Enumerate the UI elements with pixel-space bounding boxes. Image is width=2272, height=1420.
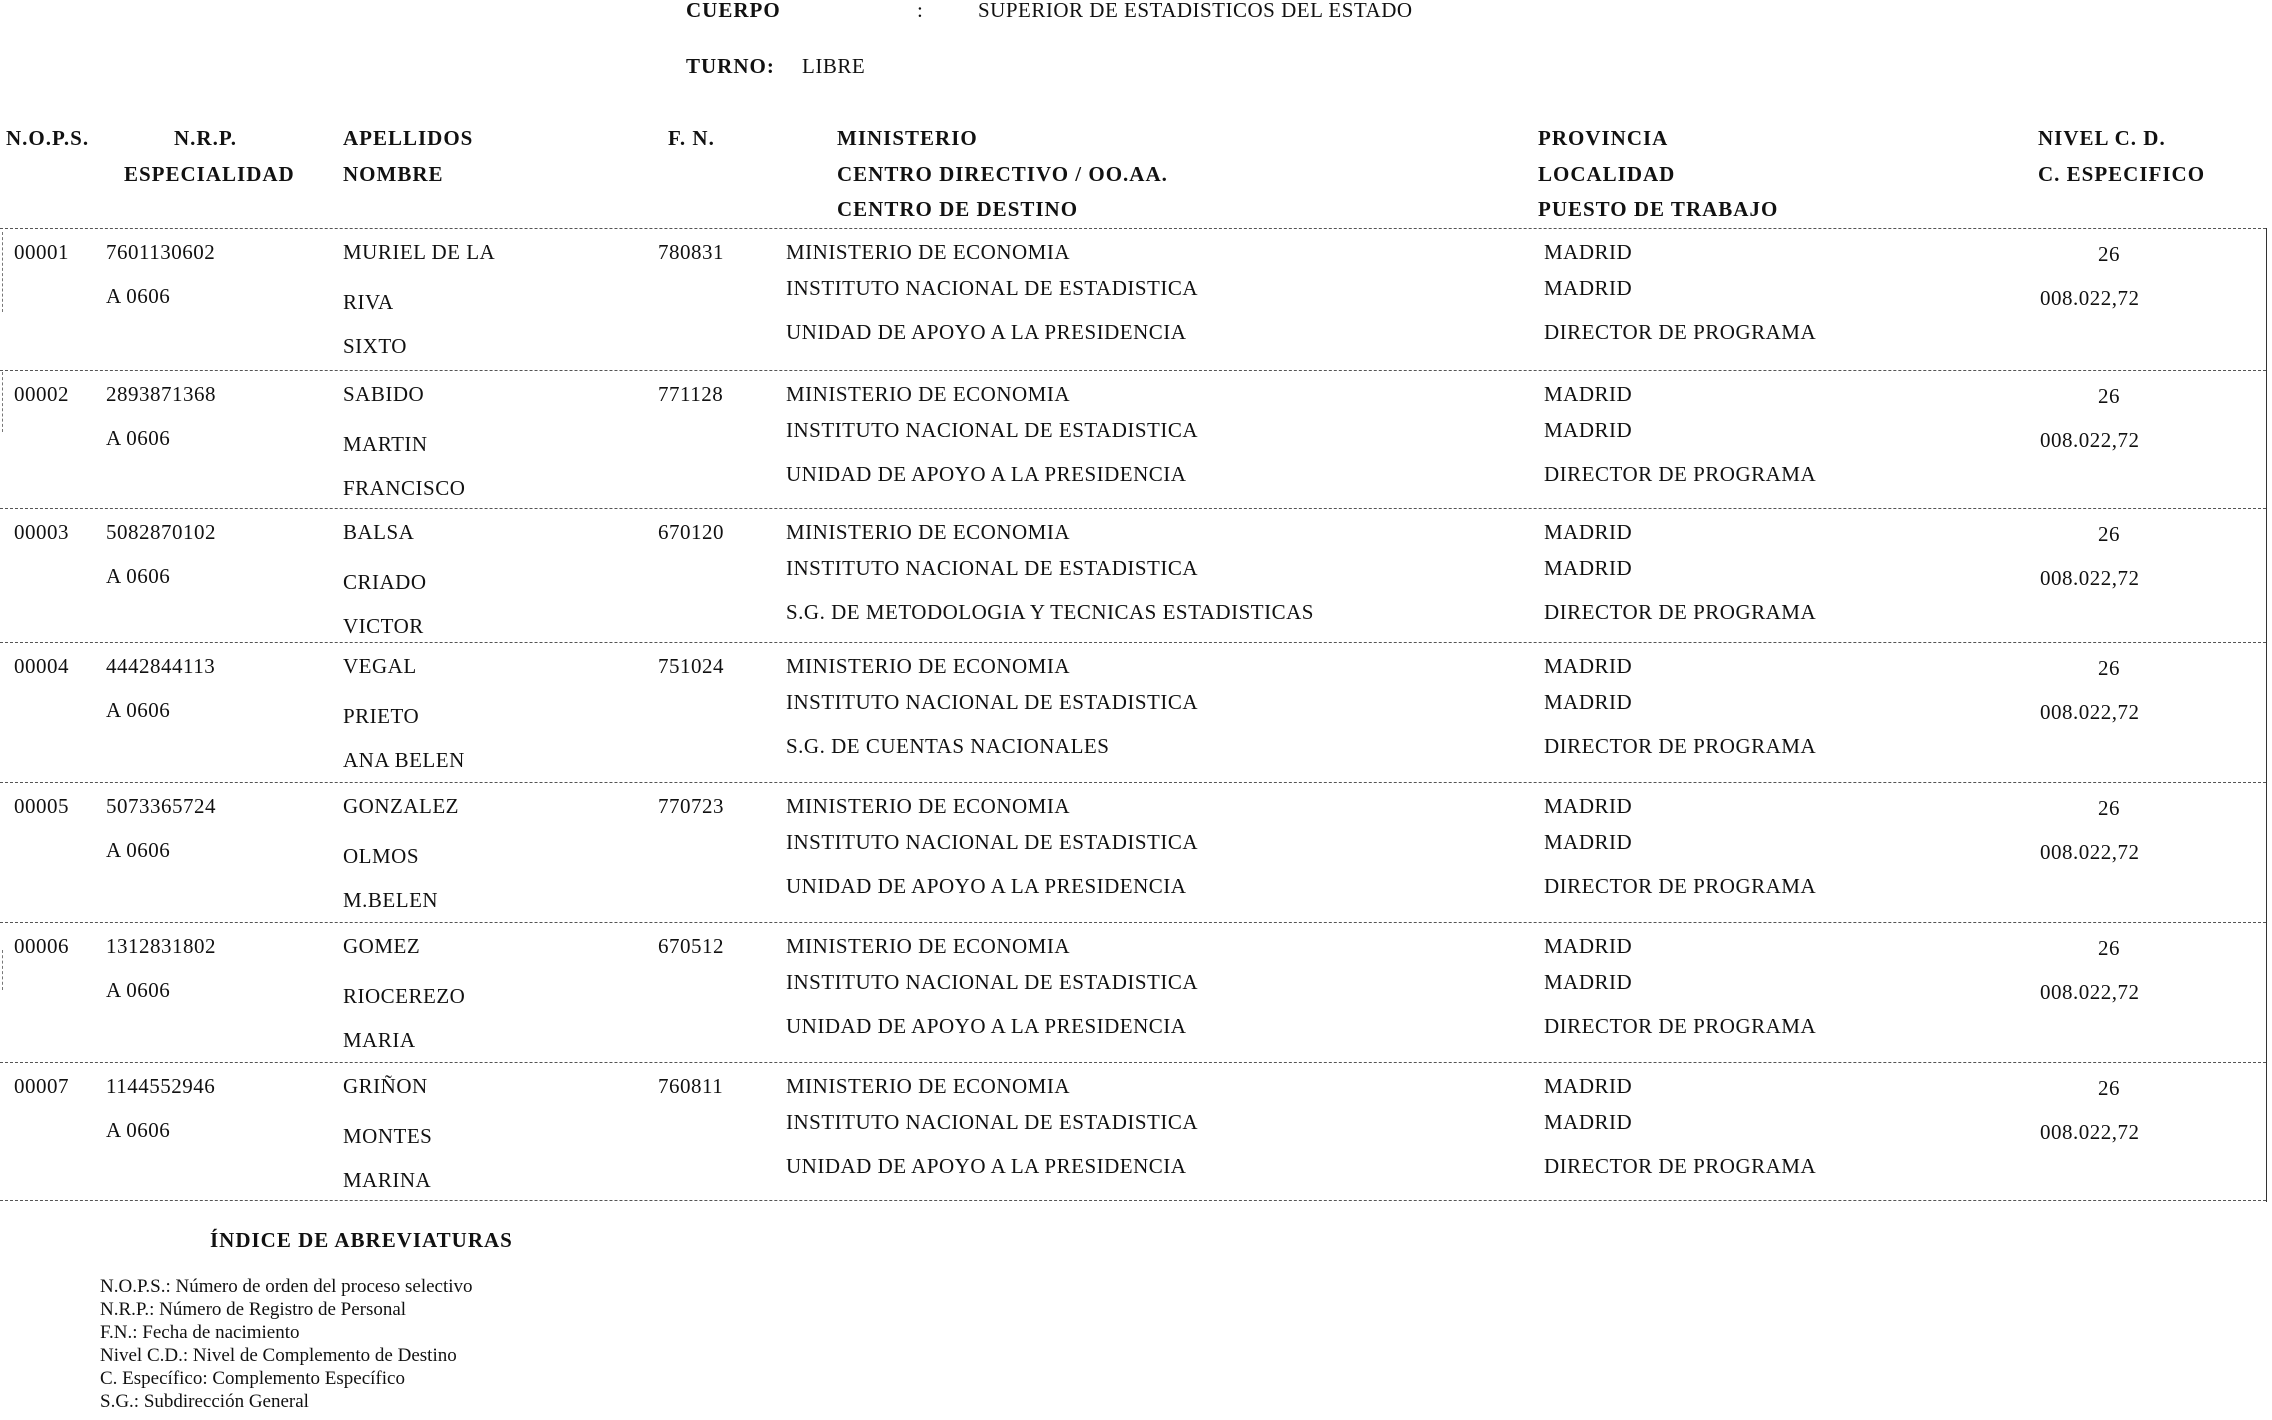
index-item: N.O.P.S.: Número de orden del proceso selectivo bbox=[100, 1276, 473, 1297]
cell-nivel: 26 bbox=[2098, 1076, 2120, 1100]
cell-fn: 751024 bbox=[658, 654, 724, 678]
col-nrp: N.R.P. bbox=[174, 126, 237, 150]
cell-nops: 00006 bbox=[14, 934, 69, 958]
index-item: S.G.: Subdirección General bbox=[100, 1391, 309, 1412]
cell-cd: INSTITUTO NACIONAL DE ESTADISTICA bbox=[786, 556, 1199, 580]
cell-nivel: 26 bbox=[2098, 656, 2120, 680]
cell-dest: UNIDAD DE APOYO A LA PRESIDENCIA bbox=[786, 1154, 1187, 1178]
cell-prov: MADRID bbox=[1544, 240, 1633, 264]
col-puesto: PUESTO DE TRABAJO bbox=[1538, 197, 1779, 221]
table-bottom-separator bbox=[0, 1200, 2266, 1201]
cell-nombre: VICTOR bbox=[343, 614, 424, 638]
cell-nivel: 26 bbox=[2098, 796, 2120, 820]
cuerpo-colon: : bbox=[917, 0, 924, 22]
cell-ce: 008.022,72 bbox=[2040, 1120, 2140, 1144]
table-left-mark bbox=[2, 372, 3, 432]
cell-esp: A 0606 bbox=[106, 426, 171, 450]
cell-nombre: ANA BELEN bbox=[343, 748, 465, 772]
cell-ce: 008.022,72 bbox=[2040, 840, 2140, 864]
col-especialidad: ESPECIALIDAD bbox=[124, 162, 295, 186]
col-nivel: NIVEL C. D. bbox=[2038, 126, 2166, 150]
cell-nombre: SIXTO bbox=[343, 334, 407, 358]
cell-cd: INSTITUTO NACIONAL DE ESTADISTICA bbox=[786, 830, 1199, 854]
cell-dest: UNIDAD DE APOYO A LA PRESIDENCIA bbox=[786, 462, 1187, 486]
cell-ap2: MONTES bbox=[343, 1124, 433, 1148]
cell-puesto: DIRECTOR DE PROGRAMA bbox=[1544, 462, 1817, 486]
col-nops: N.O.P.S. bbox=[6, 126, 90, 150]
col-fn: F. N. bbox=[668, 126, 715, 150]
cell-nops: 00005 bbox=[14, 794, 69, 818]
cell-dest: UNIDAD DE APOYO A LA PRESIDENCIA bbox=[786, 1014, 1187, 1038]
cell-nops: 00003 bbox=[14, 520, 69, 544]
cell-ap1: MURIEL DE LA bbox=[343, 240, 496, 264]
cell-esp: A 0606 bbox=[106, 1118, 171, 1142]
cell-nivel: 26 bbox=[2098, 242, 2120, 266]
cell-ap1: GONZALEZ bbox=[343, 794, 459, 818]
cell-esp: A 0606 bbox=[106, 978, 171, 1002]
col-ministerio: MINISTERIO bbox=[837, 126, 978, 150]
col-centro-directivo: CENTRO DIRECTIVO / OO.AA. bbox=[837, 162, 1168, 186]
cell-ce: 008.022,72 bbox=[2040, 428, 2140, 452]
cell-fn: 670512 bbox=[658, 934, 724, 958]
row-separator bbox=[0, 370, 2266, 371]
col-provincia: PROVINCIA bbox=[1538, 126, 1669, 150]
cell-nops: 00007 bbox=[14, 1074, 69, 1098]
cell-nrp: 4442844113 bbox=[106, 654, 216, 678]
index-item: F.N.: Fecha de nacimiento bbox=[100, 1322, 300, 1343]
cell-esp: A 0606 bbox=[106, 838, 171, 862]
cell-nivel: 26 bbox=[2098, 384, 2120, 408]
cell-prov: MADRID bbox=[1544, 382, 1633, 406]
cell-dest: UNIDAD DE APOYO A LA PRESIDENCIA bbox=[786, 874, 1187, 898]
cell-ap2: MARTIN bbox=[343, 432, 428, 456]
cell-puesto: DIRECTOR DE PROGRAMA bbox=[1544, 734, 1817, 758]
cell-ce: 008.022,72 bbox=[2040, 980, 2140, 1004]
cell-loc: MADRID bbox=[1544, 690, 1633, 714]
row-separator bbox=[0, 642, 2266, 643]
cell-ap1: GRIÑON bbox=[343, 1074, 428, 1098]
cell-nivel: 26 bbox=[2098, 936, 2120, 960]
cell-puesto: DIRECTOR DE PROGRAMA bbox=[1544, 874, 1817, 898]
table-right-border bbox=[2266, 228, 2267, 1202]
cell-puesto: DIRECTOR DE PROGRAMA bbox=[1544, 320, 1817, 344]
cell-cd: INSTITUTO NACIONAL DE ESTADISTICA bbox=[786, 970, 1199, 994]
cell-ap1: BALSA bbox=[343, 520, 415, 544]
cell-ce: 008.022,72 bbox=[2040, 286, 2140, 310]
cell-nrp: 1144552946 bbox=[106, 1074, 216, 1098]
cell-nombre: M.BELEN bbox=[343, 888, 439, 912]
cell-loc: MADRID bbox=[1544, 276, 1633, 300]
cell-nivel: 26 bbox=[2098, 522, 2120, 546]
cell-ap1: GOMEZ bbox=[343, 934, 421, 958]
cell-nrp: 5073365724 bbox=[106, 794, 216, 818]
cell-nrp: 2893871368 bbox=[106, 382, 216, 406]
cell-fn: 771128 bbox=[658, 382, 724, 406]
cell-ce: 008.022,72 bbox=[2040, 700, 2140, 724]
row-separator bbox=[0, 228, 2266, 229]
cell-ap2: RIVA bbox=[343, 290, 394, 314]
col-centro-destino: CENTRO DE DESTINO bbox=[837, 197, 1079, 221]
cell-nrp: 1312831802 bbox=[106, 934, 216, 958]
cell-nombre: FRANCISCO bbox=[343, 476, 466, 500]
row-separator bbox=[0, 508, 2266, 509]
cell-loc: MADRID bbox=[1544, 970, 1633, 994]
cell-loc: MADRID bbox=[1544, 830, 1633, 854]
row-separator bbox=[0, 782, 2266, 783]
cell-cd: INSTITUTO NACIONAL DE ESTADISTICA bbox=[786, 418, 1199, 442]
cell-puesto: DIRECTOR DE PROGRAMA bbox=[1544, 600, 1817, 624]
cell-ap1: SABIDO bbox=[343, 382, 425, 406]
row-separator bbox=[0, 1062, 2266, 1063]
cell-ap2: OLMOS bbox=[343, 844, 420, 868]
cell-dest: S.G. DE METODOLOGIA Y TECNICAS ESTADISTICAS bbox=[786, 600, 1314, 624]
cell-dest: UNIDAD DE APOYO A LA PRESIDENCIA bbox=[786, 320, 1187, 344]
turno-label: TURNO: bbox=[686, 54, 775, 78]
cell-ap2: CRIADO bbox=[343, 570, 427, 594]
cell-ap2: PRIETO bbox=[343, 704, 420, 728]
cell-esp: A 0606 bbox=[106, 564, 171, 588]
cell-ce: 008.022,72 bbox=[2040, 566, 2140, 590]
cell-nops: 00002 bbox=[14, 382, 69, 406]
cell-nops: 00004 bbox=[14, 654, 69, 678]
cell-loc: MADRID bbox=[1544, 556, 1633, 580]
cell-min: MINISTERIO DE ECONOMIA bbox=[786, 520, 1070, 544]
cell-loc: MADRID bbox=[1544, 1110, 1633, 1134]
cell-fn: 780831 bbox=[658, 240, 724, 264]
index-item: N.R.P.: Número de Registro de Personal bbox=[100, 1299, 407, 1320]
cell-fn: 760811 bbox=[658, 1074, 724, 1098]
cell-puesto: DIRECTOR DE PROGRAMA bbox=[1544, 1154, 1817, 1178]
col-nombre: NOMBRE bbox=[343, 162, 444, 186]
turno-value: LIBRE bbox=[802, 54, 866, 78]
cell-min: MINISTERIO DE ECONOMIA bbox=[786, 654, 1070, 678]
index-item: Nivel C.D.: Nivel de Complemento de Destino bbox=[100, 1345, 457, 1366]
cell-min: MINISTERIO DE ECONOMIA bbox=[786, 1074, 1070, 1098]
cell-min: MINISTERIO DE ECONOMIA bbox=[786, 934, 1070, 958]
table-left-mark bbox=[2, 950, 3, 990]
table-left-mark bbox=[2, 232, 3, 312]
cell-esp: A 0606 bbox=[106, 284, 171, 308]
index-item: C. Específico: Complemento Específico bbox=[100, 1368, 405, 1389]
cell-esp: A 0606 bbox=[106, 698, 171, 722]
cell-cd: INSTITUTO NACIONAL DE ESTADISTICA bbox=[786, 1110, 1199, 1134]
cell-prov: MADRID bbox=[1544, 654, 1633, 678]
cell-nops: 00001 bbox=[14, 240, 69, 264]
cell-nombre: MARIA bbox=[343, 1028, 416, 1052]
cell-cd: INSTITUTO NACIONAL DE ESTADISTICA bbox=[786, 690, 1199, 714]
cell-loc: MADRID bbox=[1544, 418, 1633, 442]
cell-puesto: DIRECTOR DE PROGRAMA bbox=[1544, 1014, 1817, 1038]
cell-min: MINISTERIO DE ECONOMIA bbox=[786, 794, 1070, 818]
cell-cd: INSTITUTO NACIONAL DE ESTADISTICA bbox=[786, 276, 1199, 300]
cell-ap2: RIOCEREZO bbox=[343, 984, 466, 1008]
cell-ap1: VEGAL bbox=[343, 654, 417, 678]
cell-min: MINISTERIO DE ECONOMIA bbox=[786, 382, 1070, 406]
cell-fn: 770723 bbox=[658, 794, 724, 818]
cuerpo-label: CUERPO bbox=[686, 0, 781, 22]
cell-nrp: 5082870102 bbox=[106, 520, 216, 544]
cell-prov: MADRID bbox=[1544, 934, 1633, 958]
cell-prov: MADRID bbox=[1544, 1074, 1633, 1098]
col-apellidos: APELLIDOS bbox=[343, 126, 474, 150]
cell-nrp: 7601130602 bbox=[106, 240, 216, 264]
cell-nombre: MARINA bbox=[343, 1168, 432, 1192]
index-title: ÍNDICE DE ABREVIATURAS bbox=[210, 1228, 513, 1252]
cell-min: MINISTERIO DE ECONOMIA bbox=[786, 240, 1070, 264]
cuerpo-value: SUPERIOR DE ESTADISTICOS DEL ESTADO bbox=[978, 0, 1413, 22]
cell-prov: MADRID bbox=[1544, 794, 1633, 818]
col-especifico: C. ESPECIFICO bbox=[2038, 162, 2206, 186]
row-separator bbox=[0, 922, 2266, 923]
cell-fn: 670120 bbox=[658, 520, 724, 544]
col-localidad: LOCALIDAD bbox=[1538, 162, 1676, 186]
cell-prov: MADRID bbox=[1544, 520, 1633, 544]
cell-dest: S.G. DE CUENTAS NACIONALES bbox=[786, 734, 1110, 758]
